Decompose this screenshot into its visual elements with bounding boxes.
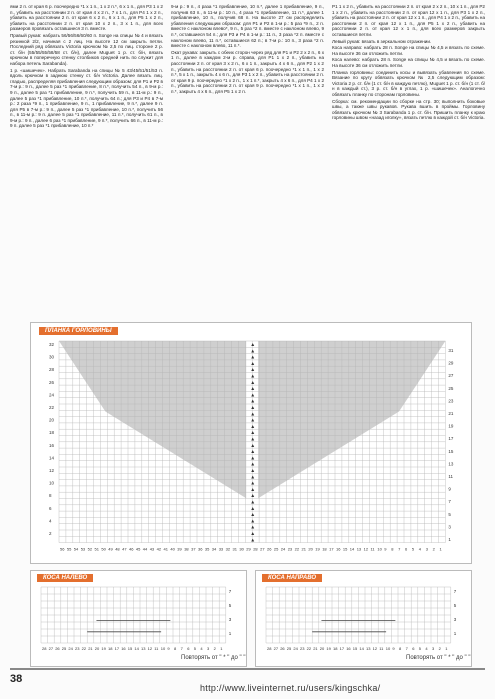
decrease-symbol: ▲ <box>250 392 256 399</box>
row-number: 28 <box>49 367 55 373</box>
column-number: 24 <box>293 646 298 651</box>
repeat-from-label: Повторять от <box>181 655 218 661</box>
paragraph: Сборка: см. рекомендации по сборке на стр. 30; выполнить боковые швы, а также швы рукавов. Рукава вшить в проймы. Горловину обвязать крючком № 3 Sarabanda 1 р. ст. б/н. Пришить планку к краю горловины швом «назад иголку», вязать петлю в каждой ст. б/н Victoria. <box>332 98 485 121</box>
column-number: 4 <box>200 646 203 651</box>
decrease-symbol: ▲ <box>250 493 256 500</box>
column-number: 34 <box>211 546 217 552</box>
column-number: 27 <box>48 646 54 651</box>
cable-right-svg <box>256 571 471 666</box>
column-number: 3 <box>432 646 435 651</box>
column-number: 15 <box>352 646 358 651</box>
column-number: 35 <box>204 546 210 552</box>
column-number: 28 <box>253 546 258 552</box>
column-number: 11 <box>370 546 375 552</box>
row-number: 26 <box>49 379 55 385</box>
column-number: 29 <box>246 546 251 552</box>
column-number: 39 <box>177 546 182 552</box>
column-number: 7 <box>405 646 408 651</box>
column-number: 4 <box>418 546 422 552</box>
column-number: 55 <box>66 546 72 552</box>
column-number: 14 <box>359 646 364 651</box>
decrease-symbol: ▲ <box>250 423 256 430</box>
column-number: 18 <box>108 646 113 651</box>
column-number: 26 <box>267 546 272 552</box>
paragraph: Левый рукав: вязать в зеркальном отражении. <box>332 38 432 44</box>
text-columns <box>10 4 485 320</box>
decrease-symbol: ▲ <box>250 505 256 512</box>
row-number: 3 <box>228 617 232 622</box>
column-number: 2 <box>213 646 216 651</box>
row-number: 15 <box>448 448 454 454</box>
column-number: 24 <box>68 646 73 651</box>
repeat-caption: Повторять от " * " до " " <box>406 655 471 661</box>
column-number: 23 <box>300 646 305 651</box>
decrease-symbol: ▲ <box>250 430 256 437</box>
column-number: 7 <box>180 646 183 651</box>
column-number: 9 <box>392 646 395 651</box>
row-number: 29 <box>448 360 454 366</box>
repeat-from-label: Повторять от <box>406 655 443 661</box>
decrease-symbol: ▲ <box>250 398 256 405</box>
column-number: 37 <box>191 546 196 552</box>
column-number: 20 <box>308 546 313 552</box>
row-number: 12 <box>49 468 55 473</box>
decrease-symbol: ▲ <box>250 461 256 468</box>
column-number: 30 <box>239 546 244 552</box>
column-number: 5 <box>411 546 415 552</box>
column-number: 52 <box>87 546 93 552</box>
column-number: 25 <box>286 646 292 651</box>
page-number: 38 <box>10 673 23 685</box>
column-number: 40 <box>170 546 175 552</box>
column-number: 1 <box>445 646 448 651</box>
decrease-symbol: ▲ <box>250 386 256 393</box>
column-number: 19 <box>101 646 106 651</box>
column-number: 9 <box>167 646 170 651</box>
decrease-symbol: ▲ <box>250 405 256 411</box>
row-number: 9 <box>448 486 451 492</box>
paragraph: Р1 1 х 2 п., убавить на расстоянии 2 п. от края 2 х 2 п., 10 х 1 п., для Р2 1 х 2 п., убавить на расстоянии 2 п. от края 12 х 1 п., для Р3 1 х 2 п., убавить на расстоянии 2 п. от края 12 х 1 п., для Р4 1 х 2 п., убавить на расстоянии 2 п. от края 12 х 1 п., для Р5 1 х 2 п., убавить на расстоянии 2 п. от края 12 х 1 п., для всех размеров закрыть оставшиеся петли. <box>332 4 485 37</box>
paragraph: Правый рукав: набрать 56/56/56/60/60 п. Songe на спицы № 4 и вязать резинкой 2/2, начиная с 2 лиц. На высоте 12 см закрыть петли. Последний ряд обвязать Victoria крючком № 2,5 по лиц. стороне 2 р. ст. б/н (55/55/55/58/58 ст. б/н), далее Muguet 1 р. ст. б/н, вязать крючком в поперечную стенку столбиков средней нить по служит для набора петель Sarabanda). <box>10 32 163 66</box>
text-column-1 <box>10 4 163 320</box>
cable-right-title: КОСА НАПРАВО <box>262 574 322 582</box>
row-number: 5 <box>228 603 232 608</box>
watermark-url: http://www.liveinternet.ru/users/kingschka/ <box>200 683 381 693</box>
column-number: 33 <box>218 546 224 552</box>
row-number: 7 <box>228 589 232 594</box>
column-number: 51 <box>94 546 99 552</box>
column-number: 41 <box>163 546 168 552</box>
column-number: 5 <box>418 646 422 651</box>
column-number: 16 <box>336 546 341 552</box>
row-number: 1 <box>453 631 457 636</box>
decrease-symbol: ▲ <box>250 417 256 424</box>
row-number: 27 <box>448 373 454 379</box>
column-number: 49 <box>108 546 113 552</box>
column-number: 21 <box>88 646 93 651</box>
column-number: 21 <box>301 546 306 552</box>
row-number: 20 <box>49 417 55 423</box>
column-number: 44 <box>142 546 148 552</box>
paragraph: 1 р. «шишечек». Набрать Sarabanda на спицы № 5 43/45/51/51/53 п. вдоль крючком в заднюю стенку ст. б/н Victoria. Далее вязать лиц. гладью, распределяя прибавления следующим образом: для Р1 и Р2 в 7-м р.: 9 п., далее 5 раз *1 прибавление, 8 п.*, получить 54 п., в 9-м р.: 9 п., далее 5 раз *1 прибавление, 9 п.*, получить 59 п., в 11-м р.: 9 п., далее 5 раз *1 прибавление, 10 п.*, получить 64 п.; для Р3 и Р4 в 7-м р.: 2 раза *9 п., 1 прибавление, 9 п., 1 прибавление, 9 п.*, далее 9 п. для Р5 в 7-м р.: 9 п., далее 5 раз *1 прибавление, 10 п.*, получить 56 п., в 11-м р.: 9 п. далее 5 раз *1 прибавление, 11 п.*, получить 61 п., в 9-м р.: 9 п., далее 6 раз *1 прибавление, 9 п.*, получить 66 п., в 11-м р.: 9 п. далее 5 раз *1 прибавление, 10 п.* <box>10 67 163 129</box>
footer-rule <box>10 668 485 670</box>
column-number: 23 <box>287 546 293 552</box>
column-number: 10 <box>160 646 166 651</box>
repeat-to-label: до <box>231 655 238 661</box>
decrease-symbol: ▲ <box>250 411 256 418</box>
column-number: 3 <box>425 546 428 552</box>
row-number: 6 <box>49 505 52 511</box>
column-number: 53 <box>80 546 86 552</box>
column-number: 6 <box>187 646 190 651</box>
paragraph: Коса налево: набрать 28 п. Songe на спицы № 4,5 и вязать по схеме. На высоте 36 см отложить петли. <box>332 57 485 68</box>
decrease-symbol: ▲ <box>250 531 256 537</box>
row-number: 11 <box>448 474 454 479</box>
neck-panel-chart <box>30 322 472 564</box>
column-number: 25 <box>61 646 67 651</box>
paragraph: 9-м р.: 9 п., 4 раза *1 прибавление, 10 п.*, далее 1 прибавление, 9 п., получив 63 п., в 11-м р.: 10 п., 4 раза *1 прибавление, 11 п.*, далее 1 прибавление, 10 п., получив 68 п. На высоте 27 см распределить убавления следующим образом: для Р1 и Р2 в 1-м р.: 5 раз *9 п., 2 п. вместе с наклоном влево*, 9 п., 5 раз *2 п. вместе с наклоном влево, 9 п.*, оставшиеся 54 п.; для Р3 и Р4 в 1-м р.: 11 п., 3 раза *2 п. вместе с наклоном влево, 11 п.*, оставшиеся 62 п.; в 7-м р.: 10 п., 3 раза *2 п. вместе с наклоном влево, 11 п.*. <box>171 4 324 49</box>
neck-chart-svg <box>31 323 471 563</box>
column-number: 17 <box>339 646 345 651</box>
paragraph: Планка горловины: соединить косы и вывязать убавления по схеме. Вязание по кругу обвязать крючком № 2,5 следующим образом: Victoria 2 р. ст. б/н (1 ст. б/н в каждую петлю), Muguet 1 р. ст. б/н (1 ст. б/н в каждый ст.), 3 р. ст. б/н в углах, 1 р. «шишечек». Аналогично обвязать планку по сторонам горловины. <box>332 69 485 97</box>
decrease-symbol: ▲ <box>250 455 256 462</box>
paragraph: ями 2 п. от края 6 р. поочередно *1 х 1 п., 1 х 2 п.*, 6 х 1 п., для Р3 1 х 2 п., убавить на расстоянии 2 п. от края 4 х 2 п., 7 х 1 п., для Р4 1 х 2 п., убавить на расстоянии 2 п. от края 6 х 2 п., 6 х 1 п., для Р5 1 х 2 п., убавить на расстоянии 2 п. от края 10 х 2 п., 3 х 1 п., для всех размеров провязать оставшиеся 3 п. вместе. <box>10 4 163 32</box>
column-number: 4 <box>425 646 428 651</box>
column-number: 3 <box>207 646 210 651</box>
column-number: 10 <box>377 546 382 552</box>
column-number: 45 <box>135 546 141 552</box>
cable-left-title: КОСА НАЛЕВО <box>37 574 93 582</box>
row-number: 19 <box>448 423 454 429</box>
text-column-3 <box>332 4 485 320</box>
repeat-caption: Повторять от " * " до " " <box>181 655 246 661</box>
decrease-symbol: ▲ <box>250 480 256 487</box>
column-number: 8 <box>399 646 402 651</box>
column-number: 5 <box>193 646 197 651</box>
decrease-symbol: ▲ <box>250 524 256 531</box>
row-number: 30 <box>49 354 55 360</box>
column-number: 36 <box>198 546 203 552</box>
column-number: 48 <box>115 546 120 552</box>
column-number: 15 <box>342 546 348 552</box>
cable-left-chart <box>30 570 247 667</box>
cable-right-chart <box>255 570 472 667</box>
column-number: 16 <box>346 646 351 651</box>
shaded-area-left <box>59 341 246 498</box>
column-number: 20 <box>94 646 100 651</box>
column-number: 38 <box>184 546 189 552</box>
column-number: 19 <box>315 546 320 552</box>
column-number: 43 <box>149 546 155 552</box>
column-number: 11 <box>379 646 384 651</box>
column-number: 47 <box>122 546 127 552</box>
decrease-symbol: ▲ <box>250 518 256 525</box>
decrease-symbol: ▲ <box>250 436 256 443</box>
column-number: 18 <box>333 646 338 651</box>
row-number: 5 <box>453 603 457 608</box>
text-column-2 <box>171 4 324 320</box>
row-number: 4 <box>49 518 52 524</box>
column-number: 31 <box>232 546 237 552</box>
decrease-symbol: ▲ <box>250 537 256 544</box>
column-number: 12 <box>372 646 378 651</box>
row-number: 25 <box>448 385 454 391</box>
column-number: 27 <box>260 546 265 552</box>
decrease-symbol: ▲ <box>250 474 256 481</box>
decrease-symbol: ▲ <box>250 486 256 493</box>
row-number: 31 <box>448 348 454 353</box>
row-number: 1 <box>228 631 232 636</box>
column-number: 8 <box>391 546 394 552</box>
row-number: 10 <box>49 480 55 486</box>
column-number: 12 <box>147 646 153 651</box>
row-number: 8 <box>49 493 52 499</box>
column-number: 14 <box>349 546 355 552</box>
column-number: 54 <box>73 546 79 552</box>
decrease-symbol: ▲ <box>250 367 256 374</box>
column-number: 24 <box>280 546 286 552</box>
cable-left-svg <box>31 571 246 666</box>
decrease-symbol: ▲ <box>250 499 256 506</box>
column-number: 25 <box>273 546 279 552</box>
column-number: 9 <box>384 546 387 552</box>
column-number: 7 <box>398 546 401 552</box>
column-number: 42 <box>156 546 162 552</box>
column-number: 23 <box>75 646 80 651</box>
row-number: 23 <box>448 398 454 404</box>
decrease-symbol: ▲ <box>250 379 256 386</box>
row-number: 17 <box>448 436 454 442</box>
decrease-symbol: ▲ <box>250 442 256 449</box>
column-number: 18 <box>322 546 327 552</box>
decrease-symbol: ▲ <box>250 449 256 456</box>
column-number: 46 <box>129 546 134 552</box>
column-number: 17 <box>329 546 334 552</box>
column-number: 21 <box>313 646 318 651</box>
row-number: 21 <box>448 411 454 416</box>
column-number: 12 <box>363 546 369 552</box>
row-number: 7 <box>453 589 457 594</box>
decrease-symbol: ▲ <box>250 360 256 367</box>
column-number: 22 <box>81 646 87 651</box>
column-number: 13 <box>366 646 371 651</box>
row-number: 18 <box>49 430 55 436</box>
paragraph: Коса направо: набрать 28 п. Songe на спицы № 4,5 и вязать по схеме. На высоте 36 см отложить петли. <box>332 45 485 56</box>
column-number: 26 <box>55 646 60 651</box>
column-number: 15 <box>127 646 133 651</box>
column-number: 14 <box>134 646 139 651</box>
row-number: 13 <box>448 461 454 467</box>
row-number: 14 <box>49 455 55 461</box>
row-number: 16 <box>49 442 55 448</box>
column-number: 19 <box>326 646 331 651</box>
column-number: 1 <box>439 546 442 552</box>
paragraph: Окат рукава: закрыть с обеих сторон через ряд для Р1 и Р2 2 х 2 п., 6 х 1 п., далее в каждом 2-м р. справа, для Р1 1 х 2 п., убавить на расстоянии 2 п. от края 3 х 2 п., 6 х 1 п., закрыть 4 х 6 п., для Р2 1 х 2 п., убавить на расстоянии 2 п. от края 6 р. поочередно *1 х 1 п., 1 х 2 п.*, 5 х 1 п., закрыть 4 х 6 п., для Р3 1 х 2 п., убавить на расстоянии 2 п. от края 9 р. поочередно *1 х 2 п., 1 х 1 п.*, закрыть 4 х 6 п., для Р4 1 х 2 п., убавить на расстоянии 2 п. от края 9 р. поочередно *1 х 1 п., 1 х 2 п.*, закрыть 4 х 6 п., для Р5 1 х 2 п. <box>171 49 324 94</box>
row-number: 2 <box>49 531 52 536</box>
row-number: 3 <box>448 524 451 530</box>
column-number: 11 <box>154 646 159 651</box>
column-number: 13 <box>141 646 146 651</box>
column-number: 22 <box>294 546 300 552</box>
shaded-area-right <box>258 341 445 498</box>
column-number: 2 <box>438 646 441 651</box>
column-number: 17 <box>114 646 120 651</box>
decrease-symbol: ▲ <box>250 354 256 361</box>
decrease-symbol: ▲ <box>250 348 256 355</box>
column-number: 26 <box>280 646 285 651</box>
row-number: 1 <box>448 537 451 542</box>
column-number: 1 <box>220 646 223 651</box>
column-number: 16 <box>121 646 126 651</box>
row-number: 24 <box>49 392 55 398</box>
column-number: 10 <box>385 646 391 651</box>
repeat-to-label: до <box>456 655 463 661</box>
column-number: 28 <box>42 646 47 651</box>
decrease-symbol: ▲ <box>250 468 256 474</box>
column-number: 2 <box>432 546 435 552</box>
row-number: 3 <box>453 617 457 622</box>
column-number: 6 <box>405 546 408 552</box>
column-number: 13 <box>356 546 362 552</box>
decrease-symbol: ▲ <box>250 373 256 380</box>
column-number: 56 <box>60 546 65 552</box>
decrease-symbol: ▲ <box>250 512 256 519</box>
row-number: 32 <box>49 342 55 347</box>
column-number: 28 <box>267 646 272 651</box>
column-number: 27 <box>273 646 279 651</box>
column-number: 22 <box>306 646 312 651</box>
decrease-symbol: ▲ <box>250 342 256 348</box>
neck-panel-title: ПЛАНКА ГОРЛОВИНЫ <box>39 327 118 335</box>
row-number: 5 <box>448 511 451 517</box>
column-number: 50 <box>101 546 106 552</box>
column-number: 6 <box>412 646 415 651</box>
column-number: 8 <box>174 646 177 651</box>
row-number: 7 <box>448 499 451 505</box>
column-number: 20 <box>319 646 325 651</box>
column-number: 32 <box>225 546 231 552</box>
row-number: 22 <box>49 405 55 410</box>
